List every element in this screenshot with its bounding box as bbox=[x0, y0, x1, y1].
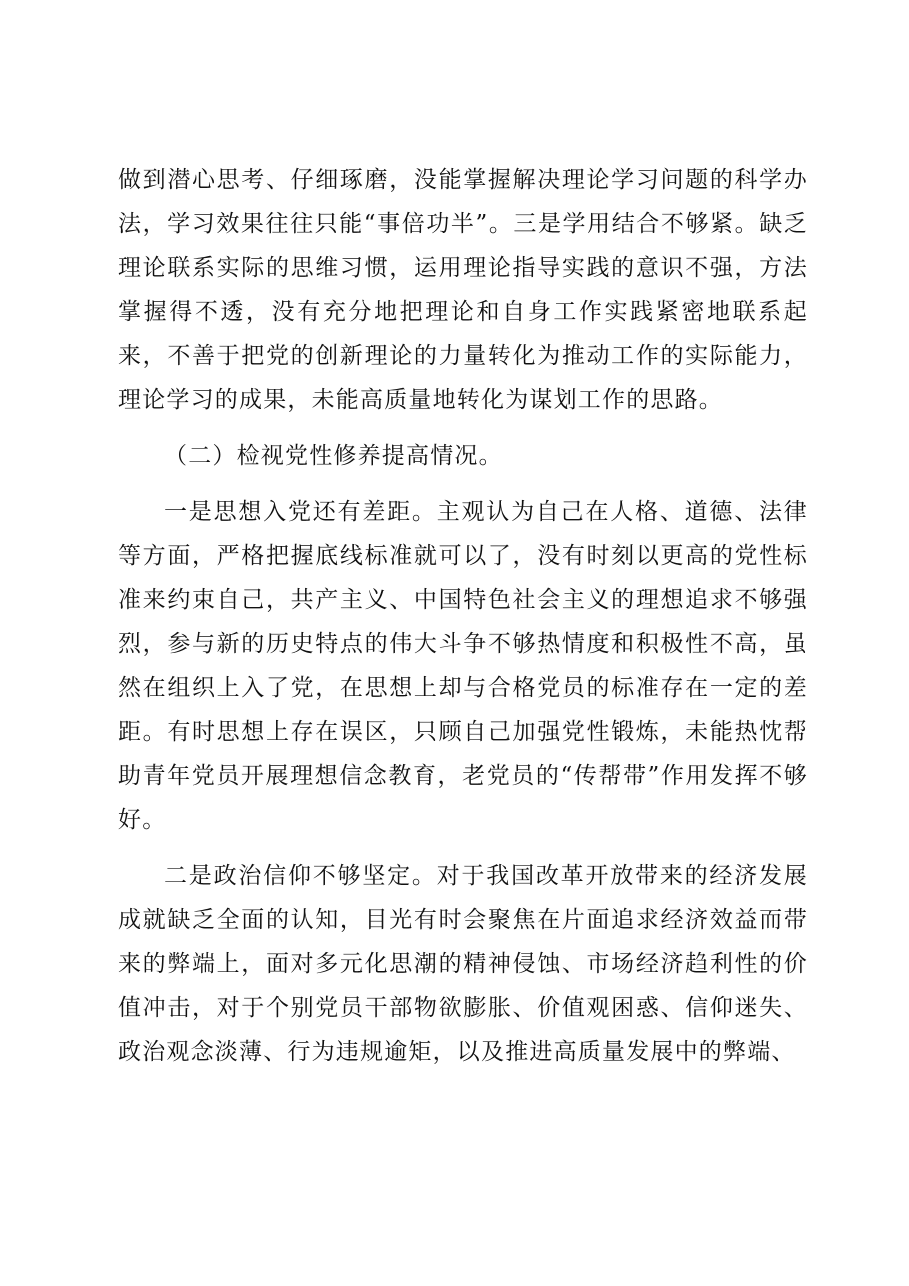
section-heading: （二）检视党性修养提高情况。 bbox=[164, 443, 503, 469]
paragraph-political-belief: 二是政治信仰不够坚定。对于我国改革开放带来的经济发展成就缺乏全面的认知，目光有时会聚焦在片面追求经济效益而带来的弊端上，面对多元化思潮的精神侵蚀、市场经济趋利性的价值冲击，对于个别党员干部物欲膨胀、价值观困惑、信仰迷失、政治观念淡薄、行为违规逾矩，以及推进高质量发展中的弊端、 bbox=[118, 863, 808, 1065]
paragraph-ideological-gap: 一是思想入党还有差距。主观认为自己在人格、道德、法律等方面，严格把握底线标准就可以了，没有时刻以更高的党性标准来约束自己，共产主义、中国特色社会主义的理想追求不够强烈，参与新的历史特点的伟大斗争不够热情度和积极性不高，虽然在组织上入了党，在思想上却与合格党员的标准存在一定的差距。有时思想上存在误区，只顾自己加强党性锻炼，未能热忱帮助青年党员开展理想信念教育，老党员的“传帮带”作用发挥不够好。 bbox=[118, 499, 808, 833]
document-body bbox=[118, 158, 808, 1086]
paragraph-continuation: 做到潜心思考、仔细琢磨，没能掌握解决理论学习问题的科学办法，学习效果往往只能“事倍功半”。三是学用结合不够紧。缺乏理论联系实际的思维习惯，运用理论指导实践的意识不强，方法掌握得不透，没有充分地把理论和自身工作实践紧密地联系起来，不善于把党的创新理论的力量转化为推动工作的实际能力，理论学习的成果，未能高质量地转化为谋划工作的思路。 bbox=[118, 167, 808, 413]
